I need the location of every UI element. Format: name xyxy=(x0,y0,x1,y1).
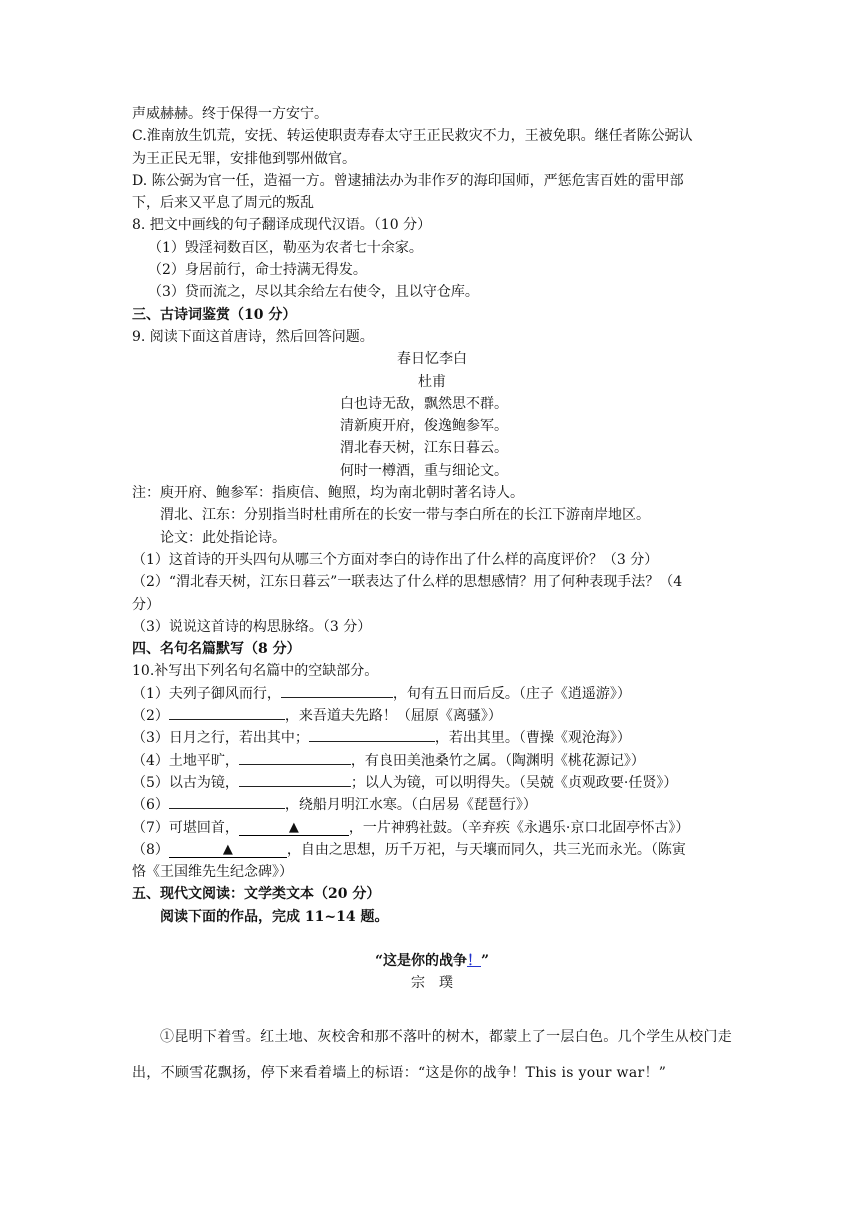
option-c-line1: C.淮南放生饥荒，安抚、转运使职责寿春太守王正民救灾不力，王被免职。继任者陈公弼认 xyxy=(132,128,693,145)
fill-text: （5）以古为镜， xyxy=(132,774,239,791)
poem-line: 渭北春天树，江东日暮云。 xyxy=(340,440,508,457)
poem-title: 春日忆李白 xyxy=(397,351,467,368)
fill-item-6 xyxy=(132,794,732,816)
section-5-heading: 五、现代文阅读：文学类文本（20 分） xyxy=(132,886,381,903)
fill-text: （2） xyxy=(132,708,169,725)
q8-item-1: （1）毁淫祠数百区，勒巫为农者七十余家。 xyxy=(148,239,423,256)
story-title xyxy=(132,950,732,972)
poem-line: 何时一樽酒，重与细论文。 xyxy=(340,462,508,479)
poem-note: 论文：此处指论诗。 xyxy=(160,529,286,546)
fill-item-7 xyxy=(132,817,732,839)
story-title-link[interactable]: ！ xyxy=(467,952,481,969)
question-9: 9. 阅读下面这首唐诗，然后回答问题。 xyxy=(132,328,374,345)
fill-blank[interactable] xyxy=(169,794,285,809)
section-4-heading: 四、名句名篇默写（8 分） xyxy=(132,641,301,658)
fill-text: ，若出其里。（曹操《观沧海》） xyxy=(434,730,631,747)
fill-item-5 xyxy=(132,772,732,794)
fill-blank[interactable] xyxy=(239,772,351,787)
fill-blank[interactable] xyxy=(281,683,393,698)
q9-sub-1: （1）这首诗的开头四句从哪三个方面对李白的诗作出了什么样的高度评价？（3 分） xyxy=(132,551,659,568)
fill-text: （1）夫列子御风而行， xyxy=(132,685,281,702)
fill-blank[interactable] xyxy=(309,727,435,742)
poem-line: 清新庾开府，俊逸鲍参军。 xyxy=(340,418,508,435)
fill-item-1 xyxy=(132,683,732,705)
fill-blank[interactable] xyxy=(169,705,285,720)
fill-text: （7）可堪回首， xyxy=(132,819,239,836)
fill-text: （4）土地平旷， xyxy=(132,752,239,769)
poem-note: 渭北、江东：分别指当时杜甫所在的长安一带与李白所在的长江下游南岸地区。 xyxy=(160,507,650,524)
story-title-end: ” xyxy=(481,952,490,969)
q8-item-3: （3）贷而流之，尽以其余给左右使令，且以守仓库。 xyxy=(148,284,479,301)
fill-text: ，一片神鸦社鼓。（辛弃疾《永遇乐·京口北固亭怀古》） xyxy=(348,819,690,836)
fill-text: ，自由之思想，历千万祀，与天壤而同久，共三光而永光。（陈寅 xyxy=(286,841,686,858)
fill-item-8-cont: 恪《王国维先生纪念碑》） xyxy=(132,864,293,881)
fill-text: （6） xyxy=(132,797,169,814)
q9-sub-3: （3）说说这首诗的构思脉络。（3 分） xyxy=(132,618,372,635)
fill-item-2 xyxy=(132,705,732,727)
fill-text: （8） xyxy=(132,841,169,858)
fill-blank[interactable] xyxy=(239,750,351,765)
fill-text: ，有良田美池桑竹之属。（陶渊明《桃花源记》） xyxy=(350,752,645,769)
poem-author: 杜甫 xyxy=(418,373,446,390)
text-line: 声威赫赫。终于保得一方安宁。 xyxy=(132,106,328,122)
fill-text: ；以人为镜，可以明得失。（吴兢《贞观政要·任贤》） xyxy=(350,774,678,791)
poem-note: 注：庾开府、鲍参军：指庾信、鲍照，均为南北朝时著名诗人。 xyxy=(132,485,524,502)
fill-item-3 xyxy=(132,727,732,749)
fill-item-8 xyxy=(132,839,732,861)
q9-sub-2: （2）“渭北春天树，江东日暮云”一联表达了什么样的思想感情？用了何种表现手法？（4 xyxy=(132,574,683,591)
triangle-icon: ▲ xyxy=(222,841,233,857)
fill-text: ，来吾道夫先路！（屈原《离骚》） xyxy=(284,708,502,725)
triangle-icon: ▲ xyxy=(288,819,299,835)
option-d-line2: 下，后来又平息了周元的叛乱 xyxy=(132,195,314,212)
document-page xyxy=(132,103,732,1091)
story-title-text: “这是你的战争 xyxy=(374,952,467,969)
fill-blank[interactable] xyxy=(169,843,287,858)
story-paragraph-1: ①昆明下着雪。红土地、灰校舍和那不落叶的树木，都蒙上了一层白色。几个学生从校门走出，不顾雪花飘扬，停下来看着墙上的标语：“这是你的战争！This is your war！” xyxy=(132,1028,732,1081)
option-d-line1: D. 陈公弼为官一任，造福一方。曾逮捕法办为非作歹的海印国师，严惩危害百姓的雷甲部 xyxy=(132,172,684,189)
question-8: 8. 把文中画线的句子翻译成现代汉语。（10 分） xyxy=(132,217,432,234)
section-3-heading: 三、古诗词鉴赏（10 分） xyxy=(132,306,297,323)
fill-blank[interactable] xyxy=(239,821,349,836)
fill-text: ，旬有五日而后反。（庄子《逍遥游》） xyxy=(392,685,631,702)
q8-item-2: （2）身居前行，命士持满无得发。 xyxy=(148,262,367,279)
fill-text: ，绕船月明江水寒。（白居易《琵琶行》） xyxy=(284,797,537,814)
section-5-instruction: 阅读下面的作品，完成 11~14 题。 xyxy=(160,908,389,925)
poem-line: 白也诗无敌，飘然思不群。 xyxy=(340,395,508,412)
fill-item-4 xyxy=(132,750,732,772)
fill-text: （3）日月之行，若出其中； xyxy=(132,730,309,747)
question-10: 10.补写出下列名句名篇中的空缺部分。 xyxy=(132,663,379,680)
story-author: 宗 璞 xyxy=(411,975,453,992)
q9-sub-2-cont: 分） xyxy=(132,596,160,613)
option-c-line2: 为王正民无罪，安排他到鄂州做官。 xyxy=(132,150,356,167)
